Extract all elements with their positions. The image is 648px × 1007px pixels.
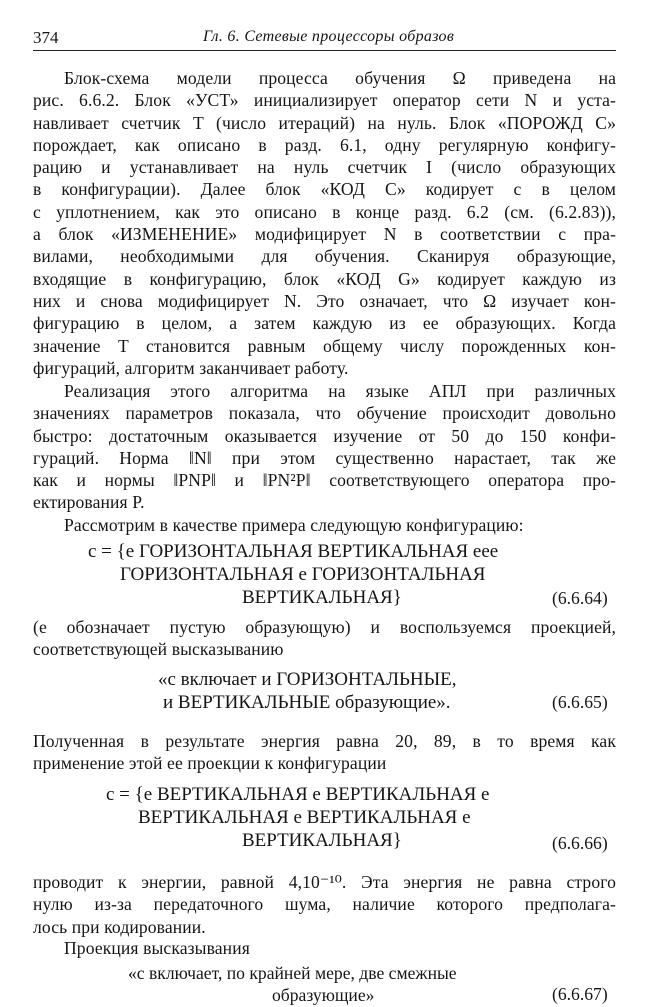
paragraph-example-intro — [33, 514, 616, 536]
paragraph-energy-noise — [33, 871, 616, 938]
running-title: Гл. 6. Сетевые процессоры образов — [203, 28, 455, 45]
text-line: значение T становится равным общему числу порожденных кон- — [33, 335, 616, 356]
equation-line: образующие» — [272, 985, 375, 1005]
equation-number: (6.6.65) — [552, 692, 608, 712]
text-line: Рассмотрим в качестве примера следующую конфигурацию: — [64, 515, 524, 535]
page-header — [33, 28, 616, 51]
text-line: как и нормы ‖PNP‖ и ‖PN²P‖ соответствующего оператора про- — [33, 470, 616, 491]
text-line: входящие в конфигурацию, блок «КОД G» кодирует каждую из — [33, 268, 616, 289]
text-line: ектирования P. — [33, 492, 145, 513]
equation-number: (6.6.67) — [552, 984, 608, 1004]
text-line: соответствующей высказыванию — [33, 639, 284, 660]
equation-number: (6.6.64) — [552, 588, 608, 608]
text-line: а блок «ИЗМЕНЕНИЕ» модифицирует N в соответствии с пра- — [33, 224, 616, 245]
text-line: значениях параметров показала, что обучение происходит довольно — [33, 403, 616, 424]
text-line: Реализация этого алгоритма на языке АПЛ при различных — [64, 381, 616, 401]
text-line: навливает счетчик T (число итераций) на нуль. Блок «ПОРОЖД С» — [33, 112, 616, 133]
equation-line: c = {e ГОРИЗОНТАЛЬНАЯ ВЕРТИКАЛЬНАЯ eee — [88, 541, 499, 562]
text-line: в конфигурации). Далее блок «КОД С» кодирует с в целом — [33, 179, 616, 200]
text-line: нулю из-за передаточного шума, наличие которого предполага- — [33, 894, 616, 915]
equation-line: ВЕРТИКАЛЬНАЯ} — [242, 830, 402, 851]
equation-line: ВЕРТИКАЛЬНАЯ e ВЕРТИКАЛЬНАЯ e — [138, 807, 471, 828]
equation-line: и ВЕРТИКАЛЬНЫЕ образующие». — [163, 692, 451, 713]
text-line: фигурацию в целом, а затем каждую из ее образующих. Когда — [33, 313, 616, 334]
text-line: лось при кодировании. — [33, 916, 206, 937]
text-line: Блок-схема модели процесса обучения Ω приведена на — [64, 68, 616, 88]
text-line: Полученная в результате энергия равна 20, 89, в то время как — [33, 731, 616, 751]
paragraph-projection-intro — [33, 616, 616, 661]
text-line: (e обозначает пустую образующую) и воспользуемся проекцией, — [33, 617, 616, 637]
equation-line: ГОРИЗОНТАЛЬНАЯ e ГОРИЗОНТАЛЬНАЯ — [120, 564, 486, 585]
equation-line: ВЕРТИКАЛЬНАЯ} — [242, 587, 402, 608]
text-line: рацию и устанавливает на нуль счетчик I (число образующих — [33, 157, 616, 178]
equation-line: c = {e ВЕРТИКАЛЬНАЯ e ВЕРТИКАЛЬНАЯ e — [106, 784, 490, 805]
equation-number: (6.6.66) — [552, 833, 608, 853]
paragraph-apl-implementation — [33, 380, 616, 514]
text-line: рис. 6.6.2. Блок «УСТ» инициализирует оператор сети N и уста- — [33, 90, 616, 111]
page-number: 374 — [33, 28, 59, 47]
text-line: порождает, как описано в разд. 6.1, одну регулярную конфигу- — [33, 134, 616, 155]
text-line: с уплотнением, как это описано в конце разд. 6.2 (см. (6.2.83)), — [33, 201, 616, 222]
text-line: фигураций, алгоритм заканчивает работу. — [33, 357, 349, 378]
paragraph-statement-projection — [33, 937, 616, 959]
equation-line: «c включает, по крайней мере, две смежные — [128, 963, 457, 983]
text-line: быстро: достаточным оказывается изучение от 50 до 150 конфи- — [33, 425, 616, 446]
text-line: Проекция высказывания — [64, 938, 250, 958]
text-line: проводит к энергии, равной 4,10⁻¹⁰. Эта энергия не равна строго — [33, 872, 616, 892]
paragraph-energy-result — [33, 730, 616, 775]
equation-line: «c включает и ГОРИЗОНТАЛЬНЫЕ, — [158, 669, 457, 690]
text-line: вилами, необходимыми для обучения. Сканируя образующие, — [33, 246, 616, 267]
text-line: них и снова модифицирует N. Это означает, что Ω изучает кон- — [33, 290, 616, 311]
paragraph-model-description — [33, 67, 616, 379]
text-line: гураций. Норма ‖N‖ при этом существенно нарастает, так же — [33, 447, 616, 468]
text-line: применение этой ее проекции к конфигурации — [33, 753, 387, 774]
